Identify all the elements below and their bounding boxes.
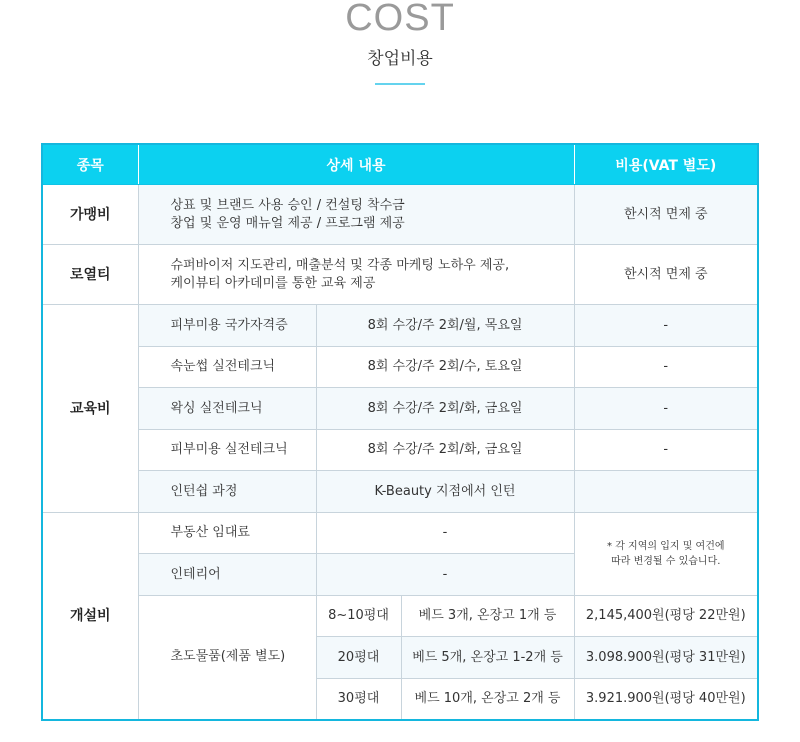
- table-row-education: [42, 471, 758, 513]
- category-education: 교육비: [42, 305, 138, 513]
- table-row-education: [42, 388, 758, 430]
- opening-interior-name: 인테리어: [138, 554, 316, 596]
- cost-table: [41, 143, 759, 721]
- table-header-row: [42, 144, 758, 185]
- page-title-en: COST: [345, 0, 455, 39]
- education-course-schedule: 8회 수강/주 2회/화, 금요일: [316, 388, 574, 430]
- education-course-name: 속눈썹 실전테크닉: [138, 347, 316, 388]
- table-row-opening: [42, 596, 758, 637]
- royalty-detail-line1: 슈퍼바이저 지도관리, 매출분석 및 각종 마케팅 노하우 제공,: [170, 257, 510, 273]
- franchise-cost: 한시적 면제 중: [574, 185, 758, 245]
- education-course-cost: -: [574, 305, 758, 347]
- table-row-education: [42, 430, 758, 471]
- education-course-schedule: 8회 수강/주 2회/월, 목요일: [316, 305, 574, 347]
- education-course-cost: -: [574, 388, 758, 430]
- education-course-name: 피부미용 국가자격증: [138, 305, 316, 347]
- supplies-cost: 2,145,400원(평당 22만원): [574, 596, 758, 637]
- supplies-items: 베드 10개, 온장고 2개 등: [401, 679, 574, 720]
- royalty-detail: [138, 245, 574, 305]
- supplies-items: 베드 3개, 온장고 1개 등: [401, 596, 574, 637]
- supplies-size: 20평대: [316, 637, 401, 679]
- royalty-detail-line2: 케이뷰티 아카데미를 통한 교육 제공: [170, 275, 376, 291]
- page-heading: [0, 0, 800, 85]
- education-course-schedule: 8회 수강/주 2회/화, 금요일: [316, 430, 574, 471]
- supplies-items: 베드 5개, 온장고 1-2개 등: [401, 637, 574, 679]
- table-row-opening: [42, 513, 758, 554]
- supplies-cost: 3.098.900원(평당 31만원): [574, 637, 758, 679]
- header-detail: 상세 내용: [138, 144, 574, 185]
- education-course-schedule: K-Beauty 지점에서 인턴: [316, 471, 574, 513]
- header-cost: 비용(VAT 별도): [574, 144, 758, 185]
- category-franchise: 가맹비: [42, 185, 138, 245]
- header-category: 종목: [42, 144, 138, 185]
- education-course-name: 피부미용 실전테크닉: [138, 430, 316, 471]
- opening-supplies-name: 초도물품(제품 별도): [138, 596, 316, 720]
- category-opening: 개설비: [42, 513, 138, 720]
- opening-note-line1: * 각 지역의 입지 및 여건에: [607, 541, 725, 552]
- education-course-schedule: 8회 수강/주 2회/수, 토요일: [316, 347, 574, 388]
- supplies-cost: 3.921.900원(평당 40만원): [574, 679, 758, 720]
- table-row-franchise: [42, 185, 758, 245]
- category-royalty: 로열티: [42, 245, 138, 305]
- education-course-name: 인턴쉽 과정: [138, 471, 316, 513]
- opening-note: [574, 513, 758, 596]
- supplies-size: 8~10평대: [316, 596, 401, 637]
- page-title-kr: 창업비용: [367, 49, 433, 69]
- opening-note-line2: 따라 변경될 수 있습니다.: [611, 556, 721, 567]
- opening-rent-value: -: [316, 513, 574, 554]
- education-course-cost: -: [574, 347, 758, 388]
- royalty-cost: 한시적 면제 중: [574, 245, 758, 305]
- supplies-size: 30평대: [316, 679, 401, 720]
- education-course-cost: -: [574, 430, 758, 471]
- table-row-royalty: [42, 245, 758, 305]
- franchise-detail-line1: 상표 및 브랜드 사용 승인 / 컨설팅 착수금: [170, 197, 405, 213]
- franchise-detail-line2: 창업 및 운영 매뉴얼 제공 / 프로그램 제공: [170, 215, 405, 231]
- education-course-cost: [574, 471, 758, 513]
- table-row-education: [42, 305, 758, 347]
- education-course-name: 왁싱 실전테크닉: [138, 388, 316, 430]
- title-underline: [375, 83, 425, 85]
- franchise-detail: [138, 185, 574, 245]
- table-row-education: [42, 347, 758, 388]
- opening-rent-name: 부동산 임대료: [138, 513, 316, 554]
- opening-interior-value: -: [316, 554, 574, 596]
